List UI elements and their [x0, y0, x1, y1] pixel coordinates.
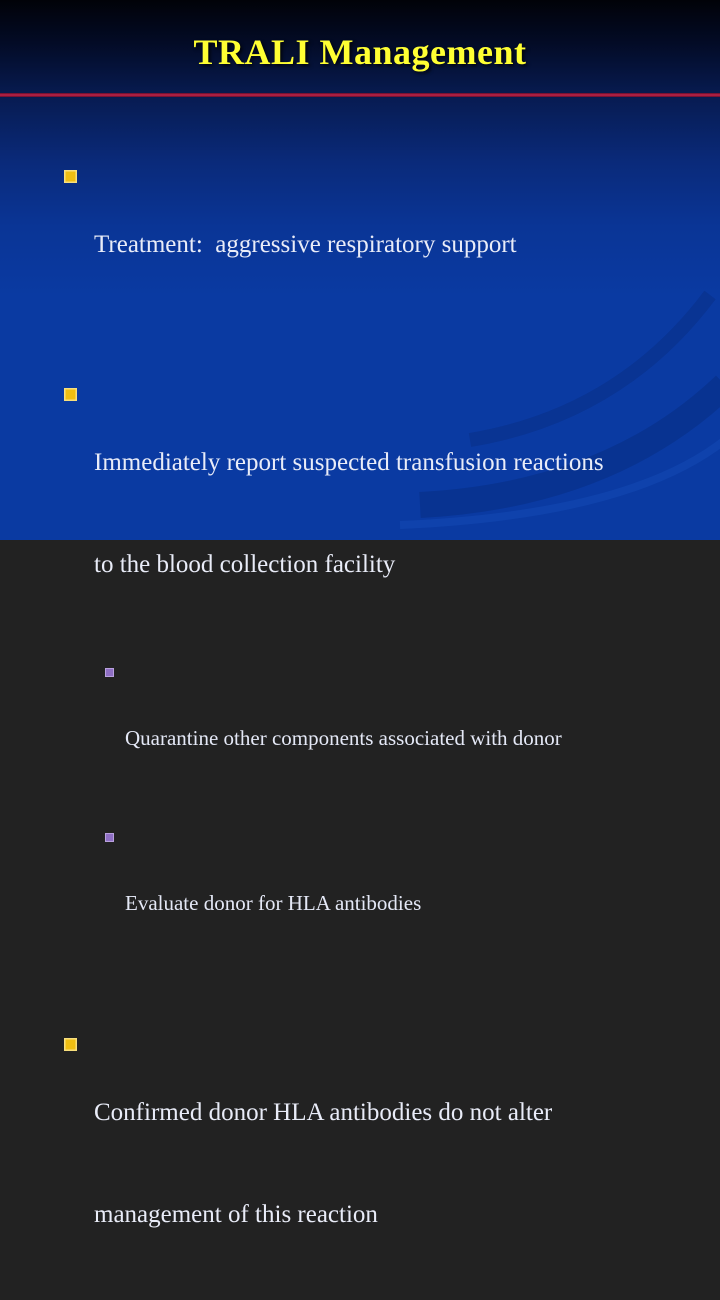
- bullet-marker-column: [64, 378, 94, 401]
- gold-square-bullet-icon: [64, 170, 77, 183]
- bullet-marker-column: [64, 1028, 94, 1051]
- sub-bullet-text: [125, 821, 421, 986]
- slide-title: TRALI Management: [193, 32, 527, 72]
- bullet-marker-column: [64, 160, 94, 183]
- bullet-text-line: to the blood collection facility: [94, 551, 396, 578]
- bullet-text-line: Treatment: aggressive respiratory support: [94, 231, 517, 258]
- bullet-text-line: Confirmed donor HLA antibodies do not alter: [94, 1099, 553, 1126]
- gold-square-bullet-icon: [64, 1038, 77, 1051]
- bullet-text-line: Quarantine other components associated with donor: [125, 726, 562, 750]
- purple-square-bullet-icon: [105, 833, 114, 842]
- bullet-item-confirmed-hla: [64, 1028, 674, 1300]
- bullet-text-line: Immediately report suspected transfusion reactions: [94, 449, 604, 476]
- bullet-text: [94, 378, 604, 650]
- bullet-text: [94, 160, 517, 330]
- title-divider-line: [0, 93, 720, 97]
- bullet-marker-column: [105, 656, 125, 677]
- bullet-marker-column: [105, 821, 125, 842]
- bullet-text: [94, 1028, 552, 1300]
- sub-bullet-text: [125, 656, 562, 821]
- bullet-item-treatment: [64, 160, 674, 330]
- bullet-item-report-reactions: [64, 378, 674, 650]
- bullet-text-line: Evaluate donor for HLA antibodies: [125, 891, 422, 915]
- purple-square-bullet-icon: [105, 668, 114, 677]
- bullet-text-line: management of this reaction: [94, 1201, 378, 1228]
- sub-bullet-item-evaluate-donor: [64, 821, 674, 986]
- bullet-list: [64, 160, 674, 1300]
- sub-bullet-item-quarantine: [64, 656, 674, 821]
- gold-square-bullet-icon: [64, 388, 77, 401]
